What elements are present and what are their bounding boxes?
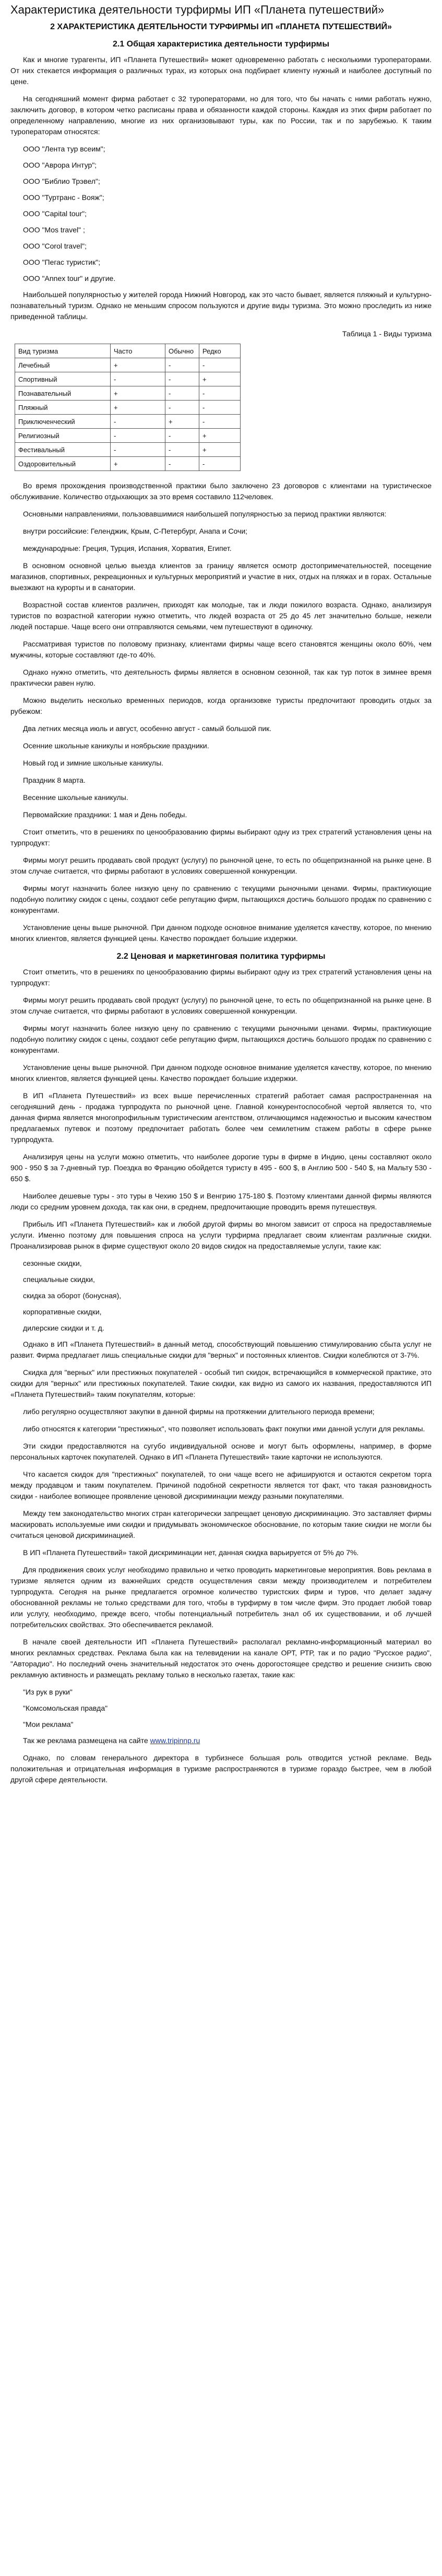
table-cell: - [165, 457, 199, 471]
table-cell: + [111, 457, 165, 471]
table-cell: Лечебный [15, 358, 111, 372]
paragraph: В начале своей деятельности ИП «Планета Путешествий» располагал рекламно-информационный материал во многих рекламных средствах. Реклама была как на телевидении на канале ОРТ, РТР, так и по радио "Русское радио", "Авторадио". Но последний очень значительный недостаток это очень дорогостоящее средство и решение снизить свою рекламную активность и размещать рекламу только в несколько газетах, такие как: [10, 1638, 432, 1679]
list-item: ООО "Туртранс - Вояж"; [23, 193, 104, 202]
paragraph: Для продвижения своих услуг необходимо правильно и четко проводить маркетинговые мероприятия. Вовь реклама в туризме является одним из важнейших средств осуществления связи между производителем и потребителем турпродукта. Сегодня на рынке предлагается огромное количество туристских фирм и туров, что делает задачу обоснованной рекламы не только средствами для того, чтобы в турфирму в том числе фирм. Это продает любой товар или услугу, необходимо, прежде всего, чтобы потенциальный потребитель знал об их существовании, и об лучшей потребительских свойствах. Это обеспечивается рекламой. [10, 1566, 432, 1629]
list-item: ООО "Библио Трэвел"; [23, 177, 100, 185]
table-header-cell: Редко [199, 344, 241, 358]
discount-list [10, 1258, 432, 1334]
list-item: ООО "Annex tour" и другие. [23, 274, 116, 283]
paragraph: Стоит отметить, что в решениях по ценообразованию фирмы выбирают одну из трех стратегий установления цены на турпродукт: [10, 828, 432, 847]
paragraph: Новый год и зимние школьные каникулы. [23, 759, 164, 767]
table-header-cell: Вид туризма [15, 344, 111, 358]
paragraph: Наиболее дешевые туры - это туры в Чехию 150 $ и Венгрию 175-180 $. Поэтому клиентами данной фирмы являются люди со средним уровнем дохода, так как они, в среднем, предпочитающие проводить время путешествуя. [10, 1192, 432, 1211]
table-cell: + [165, 415, 199, 429]
paragraph: Наибольшей популярностью у жителей города Нижний Новгород, как это часто бывает, является пляжный и культурно-познавательный туризм. Однако не меньшим спросом пользуются и другие виды туризма. Это можно проследить из ниже приведенной таблицы. [10, 290, 432, 321]
table-cell: - [111, 372, 165, 386]
paragraph: Фирмы могут назначить более низкую цену по сравнению с текущими рыночными ценами. Фирмы, практикующие подобную политику скидок с цены, создают себе репутацию фирм, пытающихся достичь большого продаж по сравнению с конкурентами. [10, 884, 432, 914]
table-cell: - [111, 429, 165, 443]
list-item: ООО "Corol travel"; [23, 242, 87, 250]
list-item: дилерские скидки и т. д. [23, 1324, 104, 1332]
table-cell: - [165, 429, 199, 443]
table-cell: Оздоровительный [15, 457, 111, 471]
paragraph: Установление цены выше рыночной. При данном подходе основное внимание уделяется качеству, которое, по мнению многих клиентов, является функцией цены. Качество порождает большие издержки. [10, 1063, 432, 1083]
table-cell: - [199, 401, 241, 415]
list-item: "Мои реклама" [23, 1720, 74, 1728]
paragraph: либо регулярно осуществляют закупки в данной фирмы на протяжении длительного периода времени; [23, 1407, 375, 1416]
paragraph: В основном основной целью выезда клиентов за границу является осмотр достопримечательностей, посещение магазинов, спортивных, рекреационных и культурных мероприятий и участие в них, отдых на пляжах и в горах. Остальные выезжают на курорты и в санатории. [10, 561, 432, 592]
paragraph: Рассматривая туристов по половому признаку, клиентами фирмы чаще всего становятся женщины около 60%, чем мужчины, которые составляют где-то 40%. [10, 640, 432, 659]
table-row [15, 443, 241, 457]
paragraph: Фирмы могут решить продавать свой продукт (услугу) по рыночной цене, то есть по общепризнанной на рынке цене. В этом случае считается, что фирмы работают в условиях совершенной конкуренции. [10, 996, 432, 1015]
paragraph: Первомайские праздники: 1 мая и День победы. [23, 810, 187, 819]
operator-list [10, 144, 432, 284]
table-cell: Приключенческий [15, 415, 111, 429]
newspaper-list [10, 1687, 432, 1730]
website-text: Так же реклама размещена на сайте [23, 1736, 150, 1745]
paragraph: Эти скидки предоставляются на сугубо индивидуальной основе и могут быть оформлены, например, в форме персональных карточек покупателей. Однако в ИП «Планета Путешествий» такие карточки не используются. [10, 1442, 432, 1461]
paragraph: внутри российские: Геленджик, Крым, С-Петербург, Анапа и Сочи; [23, 527, 248, 535]
list-item: ООО "Пегас туристик"; [23, 258, 101, 266]
table-row [15, 429, 241, 443]
table-cell: + [111, 401, 165, 415]
list-item: ООО "Лента тур всеим"; [23, 145, 105, 153]
table-cell: - [165, 358, 199, 372]
table-row [15, 358, 241, 372]
table-cell: Религиозный [15, 429, 111, 443]
paragraph: Скидка для "верных" или престижных покупателей - особый тип скидок, встречающийся в коммерческой практике, это скидки для "верных" или престижных покупателей. Такие скидки, как видно из самого их названия, предоставляются ИП «Планета Путешествий» таким покупателям, которые: [10, 1368, 432, 1398]
paragraph: Два летних месяца июль и август, особенно август - самый большой пик. [23, 724, 272, 733]
table-cell: - [199, 457, 241, 471]
list-item: "Комсомольская правда" [23, 1704, 108, 1712]
table-cell: + [111, 358, 165, 372]
paragraph: Во время прохождения производственной практики было заключено 23 договоров с клиентами на туристическое обслуживание. Количество отдыхающих за это время составило 112человек. [10, 481, 432, 501]
tourism-types-table [15, 344, 241, 471]
table-header-cell: Часто [111, 344, 165, 358]
table-row [15, 415, 241, 429]
list-item: "Из рук в руки" [23, 1688, 73, 1696]
paragraph: Фирмы могут назначить более низкую цену по сравнению с текущими рыночными ценами. Фирмы, практикующие подобную политику скидок с цены, создают себе репутацию фирм, пытающихся достичь большого продаж по сравнению с конкурентами. [10, 1024, 432, 1054]
paragraph: Можно выделить несколько временных периодов, когда организовке туристы предпочитают проводить отдых за рубежом: [10, 696, 432, 715]
table-cell: - [165, 401, 199, 415]
list-item: ООО "Mos travel" ; [23, 226, 85, 234]
paragraph: Возрастной состав клиентов различен, приходят как молодые, так и люди пожилого возраста. Однако, анализируя туристов по возрастной категории нужно отметить, что людей возраста от 25 до 45 лет значительно больше, нежели людей постарше. Чаще всего они отправляются семьями, чем путешествуют в одиночку. [10, 601, 432, 631]
table-cell: - [165, 372, 199, 386]
list-item: специальные скидки, [23, 1275, 95, 1284]
paragraph: Между тем законодательство многих стран категорически запрещает ценовую дискриминацию. Это заставляет фирмы маскировать используемые ими скидки и придумывать экономическое обоснование, по которым такие скидки не могли бы считаться ценовой дискриминацией. [10, 1509, 432, 1539]
paragraph: либо относятся к категории "престижных", что позволяет использовать факт покупки ими данной услуги для рекламы. [23, 1425, 425, 1433]
paragraph: Как и многие турагенты, ИП «Планета Путешествий» может одновременно работать с несколькими туроператорами. От них стекается информация о различных турах, из которых она подбирает клиенту нужный и наиболее доступный по цене. [10, 55, 432, 86]
section-heading-general: 2.1 Общая характеристика деятельности турфирмы [112, 40, 330, 49]
table-row [15, 386, 241, 401]
table-caption: Таблица 1 - Виды туризма [342, 330, 432, 338]
paragraph: Осенние школьные каникулы и ноябрьские праздники. [23, 742, 209, 750]
list-item: корпоративные скидки, [23, 1308, 102, 1316]
table-cell: Фестивальный [15, 443, 111, 457]
table-cell: - [111, 443, 165, 457]
paragraph: Праздник 8 марта. [23, 776, 86, 784]
paragraph: Фирмы могут решить продавать свой продукт (услугу) по рыночной цене, то есть по общепризнанной на рынке цене. В этом случае считается, что фирмы работают в условиях совершенной конкуренции. [10, 856, 432, 875]
paragraph: Прибыль ИП «Планета Путешествий» как и любой другой фирмы во многом зависит от спроса на предоставляемые услуги. Именно поэтому для повышения спроса на услуги турфирма предлагает своим клиентам различные скидки. Проанализировав рынок в фирме существуют около 20 видов скидок на предоставляемые услуги, такие как: [10, 1220, 432, 1250]
table-cell: + [111, 386, 165, 401]
paragraph: В ИП «Планета Путешествий» из всех выше перечисленных стратегий работает самая распространенная на сегодняшний день - продажа турпродукта по рыночной цене. Главной конкурентоспособной чертой является то, что данная фирма является многопрофильным туристическим агентством, отличающимся надежностью и высоким качеством предлагаемых путевок и поэтому предпочитает работать более чем семилетним стажем работы в сфере рынке турпродукта. [10, 1091, 432, 1144]
paragraph: На сегодняшний момент фирма работает с 32 туроператорами, но для того, что бы начать с ними работать нужно, заключить договор, в котором четко расписаны права и обязанности каждой стороны. Каждая из этих фирм работает по определенному направлению, многие из них организовывают туры, как по России, так и по зарубежью. К таким туроператорам относятся: [10, 95, 432, 136]
table-row [15, 401, 241, 415]
table-cell: - [199, 415, 241, 429]
website-link[interactable]: www.tripinnp.ru [150, 1736, 200, 1745]
paragraph: Однако, по словам генерального директора в турбизнесе большая роль отводится устной рекламе. Ведь положительная и отрицательная информация в туризме распространяются в туризме гораздо быстрее, чем в любой другой сфере деятельности. [10, 1754, 432, 1784]
list-item: скидка за оборот (бонусная), [23, 1291, 122, 1300]
table-header-cell: Обычно [165, 344, 199, 358]
paragraph: Анализируя цены на услуги можно отметить, что наиболее дорогие туры в фирме в Индию, цены составляют около 900 - 950 $ за 7-дневный тур. Поездка во Францию обойдется туристу в 495 - 600 $, в Англию 500 - 540 $, на Мальту 530 - 650 $. [10, 1152, 432, 1183]
table-cell: Спортивный [15, 372, 111, 386]
paragraph: Что касается скидок для "престижных" покупателей, то они чаще всего не афишируются и остаются секретом торга между продавцом и таким покупателем. Причиной подобной секретности является тот факт, что такая разновидность скидки - наиболее вопиющее проявление ценовой дискриминации между разными покупателями. [10, 1470, 432, 1500]
page-title: Характеристика деятельности турфирмы ИП «Планета путешествий» [10, 3, 385, 16]
table-cell: + [199, 443, 241, 457]
table-cell: Пляжный [15, 401, 111, 415]
paragraph: Основными направлениями, пользовавшимися наибольшей популярностью за период практики являются: [23, 510, 387, 518]
paragraph: В ИП «Планета Путешествий» такой дискриминации нет, данная скидка варьируется от 5% до 7%. [23, 1548, 359, 1557]
paragraph: Установление цены выше рыночной. При данном подходе основное внимание уделяется качеству, которое, по мнению многих клиентов, является функцией цены. Качество порождает большие издержки. [10, 923, 432, 943]
table-cell: - [165, 386, 199, 401]
section-heading-pricing: 2.2 Ценовая и маркетинговая политика турфирмы [116, 952, 326, 961]
table-row [15, 372, 241, 386]
table-row [15, 457, 241, 471]
paragraph: международные: Греция, Турция, Испания, Хорватия, Египет. [23, 544, 232, 552]
table-cell: - [199, 386, 241, 401]
table-cell: Познавательный [15, 386, 111, 401]
list-item: сезонные скидки, [23, 1259, 82, 1267]
paragraph: Однако нужно отметить, что деятельность фирмы является в основном сезонной, так как тур поток в зимнее время практически равен нулю. [10, 668, 432, 687]
table-header-row [15, 344, 241, 358]
table-cell: - [165, 443, 199, 457]
table-cell: - [199, 358, 241, 372]
table-cell: - [111, 415, 165, 429]
paragraph: Весенние школьные каникулы. [23, 793, 128, 802]
paragraph: Стоит отметить, что в решениях по ценообразованию фирмы выбирают одну из трех стратегий установления цены на турпродукт: [10, 968, 432, 987]
list-item: ООО "Аврора Интур"; [23, 161, 97, 169]
chapter-heading: 2 ХАРАКТЕРИСТИКА ДЕЯТЕЛЬНОСТИ ТУРФИРМЫ ИП «ПЛАНЕТА ПУТЕШЕСТВИЙ» [50, 22, 392, 31]
list-item: ООО "Capital tour"; [23, 209, 87, 218]
paragraph: Однако в ИП «Планета Путешествий» в данный метод, способствующий повышению стимулированию сбыта услуг не развит. Фирма предлагает лишь специальные скидки для "верных" и постоянных клиентов. Скидки колеблются от 3-7%. [10, 1340, 432, 1359]
table-cell: + [199, 372, 241, 386]
table-cell: + [199, 429, 241, 443]
paragraph-website [10, 1735, 432, 1746]
